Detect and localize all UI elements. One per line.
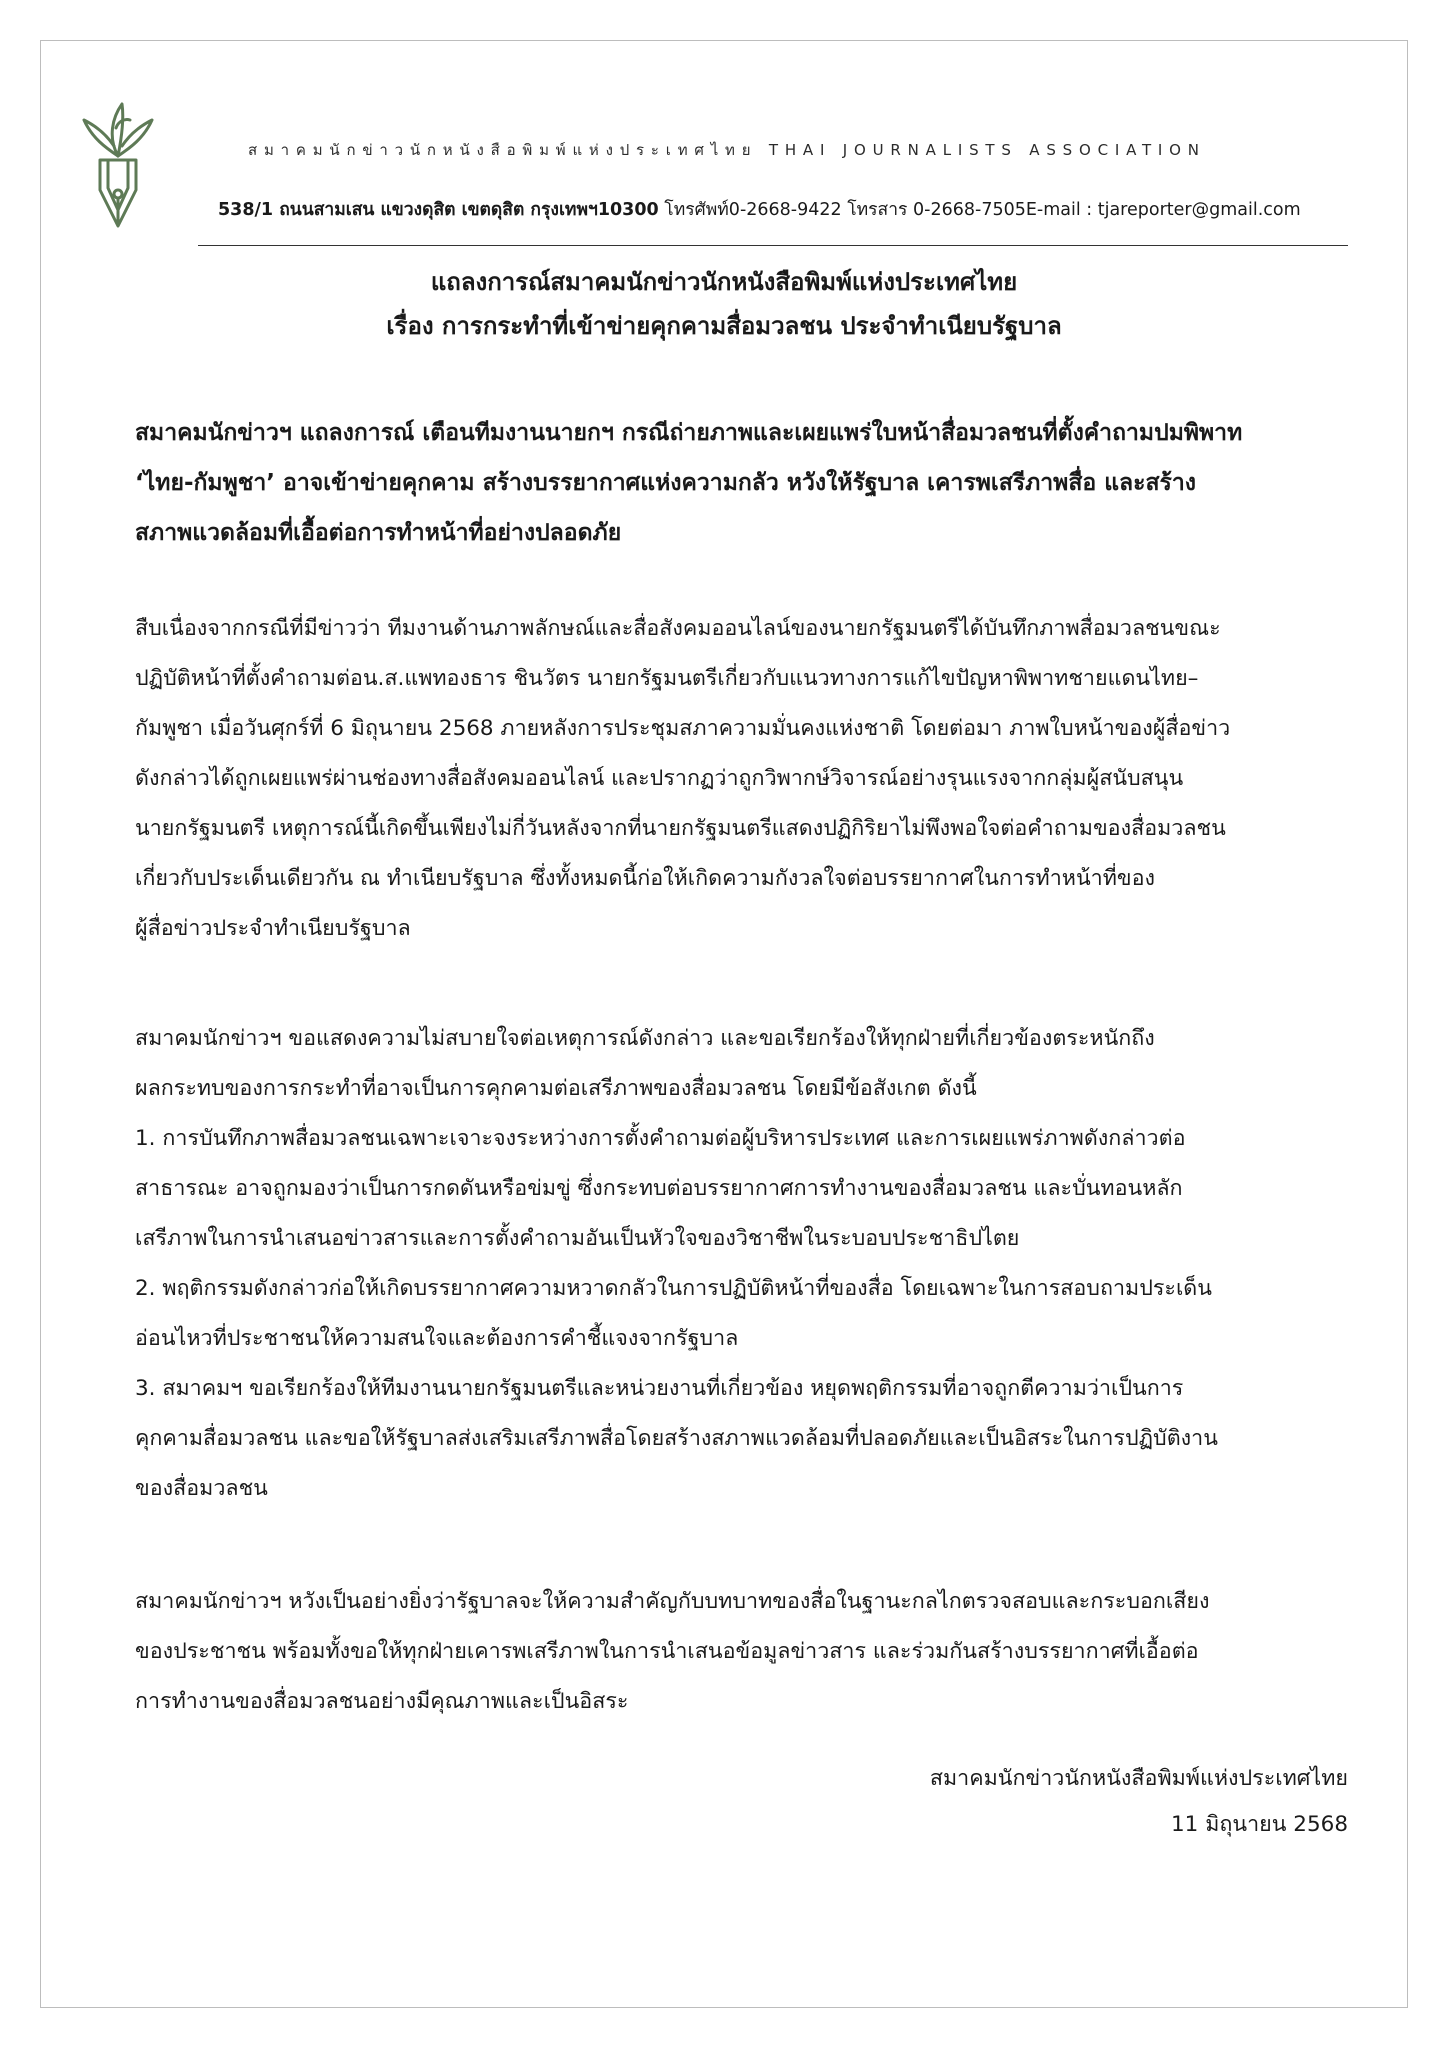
text-line: ผู้สื่อข่าวประจำทำเนียบรัฐบาล [135, 916, 411, 941]
text-line: สมาคมนักข่าวฯ ขอแสดงความไม่สบายใจต่อเหตุการณ์ดังกล่าว และขอเรียกร้องให้ทุกฝ่ายที่เกี่ยวข้องตระหนักถึง [135, 1026, 1155, 1051]
signature-date: 11 มิถุนายน 2568 [1171, 1812, 1348, 1837]
text-line: ผลกระทบของการกระทำที่อาจเป็นการคุกคามต่อเสรีภาพของสื่อมวลชน โดยมีข้อสังเกต ดังนี้ [135, 1076, 977, 1101]
document-title: แถลงการณ์สมาคมนักข่าวนักหนังสือพิมพ์แห่งประเทศไทย [430, 268, 1018, 296]
paragraph-background [135, 604, 1345, 954]
text-line: สมาคมนักข่าวฯ หวังเป็นอย่างยิ่งว่ารัฐบาลจะให้ความสำคัญกับบทบาทของสื่อในฐานะกลไกตรวจสอบและกระบอกเสียง [135, 1589, 1210, 1614]
text-line: สาธารณะ อาจถูกมองว่าเป็นการกดดันหรือข่มขู่ ซึ่งกระทบต่อบรรยากาศการทำงานของสื่อมวลชน และบั่นทอนหลัก [135, 1176, 1183, 1201]
signature-block [930, 1756, 1348, 1848]
text-line: ‘ไทย-กัมพูชา’ อาจเข้าข่ายคุกคาม สร้างบรรยากาศแห่งความกลัว หวังให้รัฐบาล เคารพเสรีภาพสื่อ และสร้าง [135, 470, 1197, 496]
text-line: กัมพูชา เมื่อวันศุกร์ที่ 6 มิถุนายน 2568 ภายหลังการประชุมสภาความมั่นคงแห่งชาติ โดยต่อมา ภาพใบหน้าของผู้สื่อข่าว [135, 716, 1231, 741]
contact-info: โทรศัพท์0-2668-9422 โทรสาร 0-2668-7505E-mail : tjareporter@gmail.com [664, 200, 1301, 220]
signature-org: สมาคมนักข่าวนักหนังสือพิมพ์แห่งประเทศไทย [929, 1766, 1348, 1791]
address-line [218, 195, 1348, 223]
text-line: นายกรัฐมนตรี เหตุการณ์นี้เกิดขึ้นเพียงไม่กี่วันหลังจากที่นายกรัฐมนตรีแสดงปฏิกิริยาไม่พึงพอใจต่อคำถามของสื่อมวลชน [135, 816, 1226, 841]
text-line: ปฏิบัติหน้าที่ตั้งคำถามต่อน.ส.แพทองธาร ชินวัตร นายกรัฐมนตรีเกี่ยวกับแนวทางการแก้ไขปัญหาพิพาทชายแดนไทย– [135, 666, 1199, 691]
text-line: อ่อนไหวที่ประชาชนให้ความสนใจและต้องการคำชี้แจงจากรัฐบาล [135, 1326, 739, 1351]
list-item: 3. สมาคมฯ ขอเรียกร้องให้ทีมงานนายกรัฐมนตรีและหน่วยงานที่เกี่ยวข้อง หยุดพฤติกรรมที่อาจถูกตีความว่าเป็นการ [135, 1376, 1184, 1401]
org-name-letterhead: สมาคมนักข่าวนักหนังสือพิมพ์แห่งประเทศไทย THAI JOURNALISTS ASSOCIATION [248, 141, 1206, 159]
paragraph-observations [135, 1014, 1345, 1514]
text-line: ดังกล่าวได้ถูกเผยแพร่ผ่านช่องทางสื่อสังคมออนไลน์ และปรากฏว่าถูกวิพากษ์วิจารณ์อย่างรุนแรงจากกลุ่มผู้สนับสนุน [135, 766, 1184, 791]
address: 538/1 ถนนสามเสน แขวงดุสิต เขตดุสิต กรุงเทพฯ10300 [218, 200, 659, 220]
text-line: การทำงานของสื่อมวลชนอย่างมีคุณภาพและเป็นอิสระ [135, 1689, 629, 1714]
text-line: ของสื่อมวลชน [135, 1476, 268, 1501]
text-line: สมาคมนักข่าวฯ แถลงการณ์ เตือนทีมงานนายกฯ กรณีถ่ายภาพและเผยแพร่ใบหน้าสื่อมวลชนที่ตั้งคำถามปมพิพาท [135, 420, 1243, 446]
document-subject: เรื่อง การกระทำที่เข้าข่ายคุกคามสื่อมวลชน ประจำทำเนียบรัฐบาล [386, 312, 1062, 340]
text-line: เกี่ยวกับประเด็นเดียวกัน ณ ทำเนียบรัฐบาล ซึ่งทั้งหมดนี้ก่อให้เกิดความกังวลใจต่อบรรยากาศในการทำหน้าที่ของ [135, 866, 1156, 891]
text-line: สืบเนื่องจากกรณีที่มีข่าวว่า ทีมงานด้านภาพลักษณ์และสื่อสังคมออนไลน์ของนายกรัฐมนตรีได้บันทึกภาพสื่อมวลชนขณะ [135, 616, 1221, 641]
paragraph-closing [135, 1577, 1345, 1727]
list-item: 1. การบันทึกภาพสื่อมวลชนเฉพาะเจาะจงระหว่างการตั้งคำถามต่อผู้บริหารประเทศ และการเผยแพร่ภาพดังกล่าวต่อ [135, 1126, 1186, 1151]
dove-pen-icon [78, 98, 158, 238]
text-line: คุกคามสื่อมวลชน และขอให้รัฐบาลส่งเสริมเสรีภาพสื่อโดยสร้างสภาพแวดล้อมที่ปลอดภัยและเป็นอิสระในการปฏิบัติงาน [135, 1426, 1218, 1451]
text-line: สภาพแวดล้อมที่เอื้อต่อการทำหน้าที่อย่างปลอดภัย [135, 520, 622, 546]
lead-paragraph [135, 408, 1345, 558]
text-line: ของประชาชน พร้อมทั้งขอให้ทุกฝ่ายเคารพเสรีภาพในการนำเสนอข้อมูลข่าวสาร และร่วมกันสร้างบรรยากาศที่เอื้อต่อ [135, 1639, 1199, 1664]
text-line: เสรีภาพในการนำเสนอข่าวสารและการตั้งคำถามอันเป็นหัวใจของวิชาชีพในระบอบประชาธิปไตย [135, 1226, 1020, 1251]
list-item: 2. พฤติกรรมดังกล่าวก่อให้เกิดบรรยากาศความหวาดกลัวในการปฏิบัติหน้าที่ของสื่อ โดยเฉพาะในการสอบถามประเด็น [135, 1276, 1212, 1301]
header-divider [198, 245, 1348, 246]
